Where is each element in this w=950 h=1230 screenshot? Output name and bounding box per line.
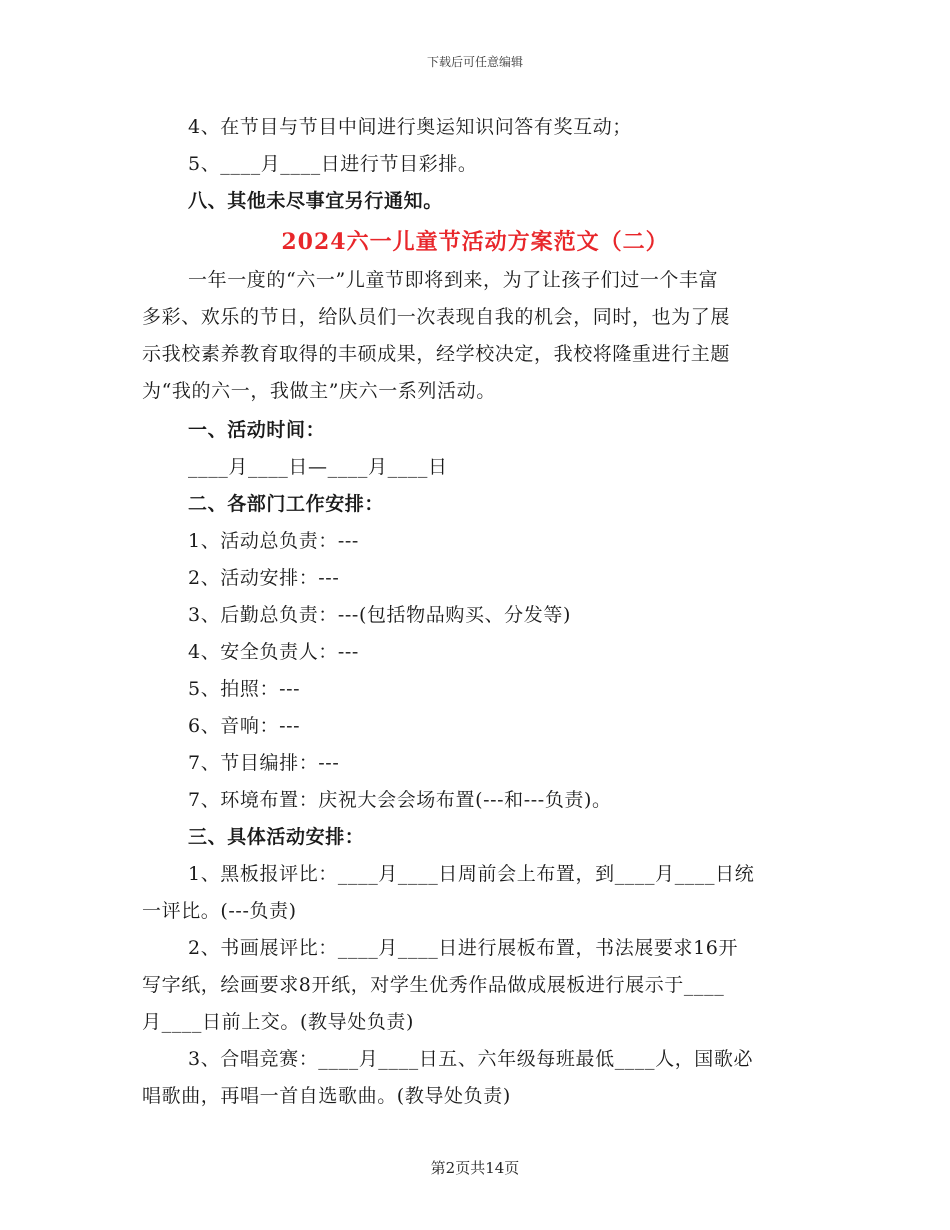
item-5-rehearsal: 5、____月____日进行节目彩排。 [188, 153, 478, 175]
activity-1-line-1: 1、黑板报评比：____月____日周前会上布置，到____月____日统 [188, 863, 755, 885]
activity-2-line-1: 2、书画展评比：____月____日进行展板布置，书法展要求16开 [188, 937, 739, 959]
activity-2-line-3: 月____日前上交。(教导处负责) [142, 1011, 415, 1033]
dept-item-6: 6、音响：--- [188, 715, 301, 737]
intro-paragraph-line-1: 一年一度的“六一”儿童节即将到来，为了让孩子们过一个丰富 [188, 269, 719, 291]
dept-item-5: 5、拍照：--- [188, 678, 301, 700]
document-title: 2024六一儿童节活动方案范文（二） [281, 229, 669, 255]
dept-item-7-environment: 7、环境布置：庆祝大会会场布置(---和---负责)。 [188, 789, 612, 811]
section-1-heading: 一、活动时间： [188, 419, 326, 441]
section-2-heading: 二、各部门工作安排： [188, 493, 385, 515]
intro-paragraph-line-4: 为“我的六一，我做主”庆六一系列活动。 [142, 380, 496, 402]
intro-paragraph-line-2: 多彩、欢乐的节日，给队员们一次表现自我的机会，同时，也为了展 [142, 306, 731, 328]
activity-3-line-1: 3、合唱竞赛：____月____日五、六年级每班最低____人，国歌必 [188, 1048, 754, 1070]
dept-item-4: 4、安全负责人：--- [188, 641, 359, 663]
section-8-heading: 八、其他未尽事宜另行通知。 [188, 190, 443, 212]
dept-item-7-program: 7、节目编排：--- [188, 752, 340, 774]
activity-2-line-2: 写字纸，绘画要求8开纸，对学生优秀作品做成展板进行展示于____ [142, 974, 725, 996]
dept-item-1: 1、活动总负责：--- [188, 530, 359, 552]
dept-item-3: 3、后勤总负责：---(包括物品购买、分发等) [188, 604, 571, 626]
item-4-quiz: 4、在节目与节目中间进行奥运知识问答有奖互动； [188, 116, 632, 138]
section-3-heading: 三、具体活动安排： [188, 826, 365, 848]
page-number-footer: 第2页共14页 [430, 1159, 520, 1177]
activity-1-line-2: 一评比。(---负责) [142, 900, 297, 922]
dept-item-2: 2、活动安排：--- [188, 567, 340, 589]
page-header: 下载后可任意编辑 [426, 55, 523, 69]
intro-paragraph-line-3: 示我校素养教育取得的丰硕成果，经学校决定，我校将隆重进行主题 [142, 343, 731, 365]
activity-3-line-2: 唱歌曲，再唱一首自选歌曲。(教导处负责) [142, 1085, 511, 1107]
activity-time-value: ____月____日—____月____日 [188, 456, 448, 478]
